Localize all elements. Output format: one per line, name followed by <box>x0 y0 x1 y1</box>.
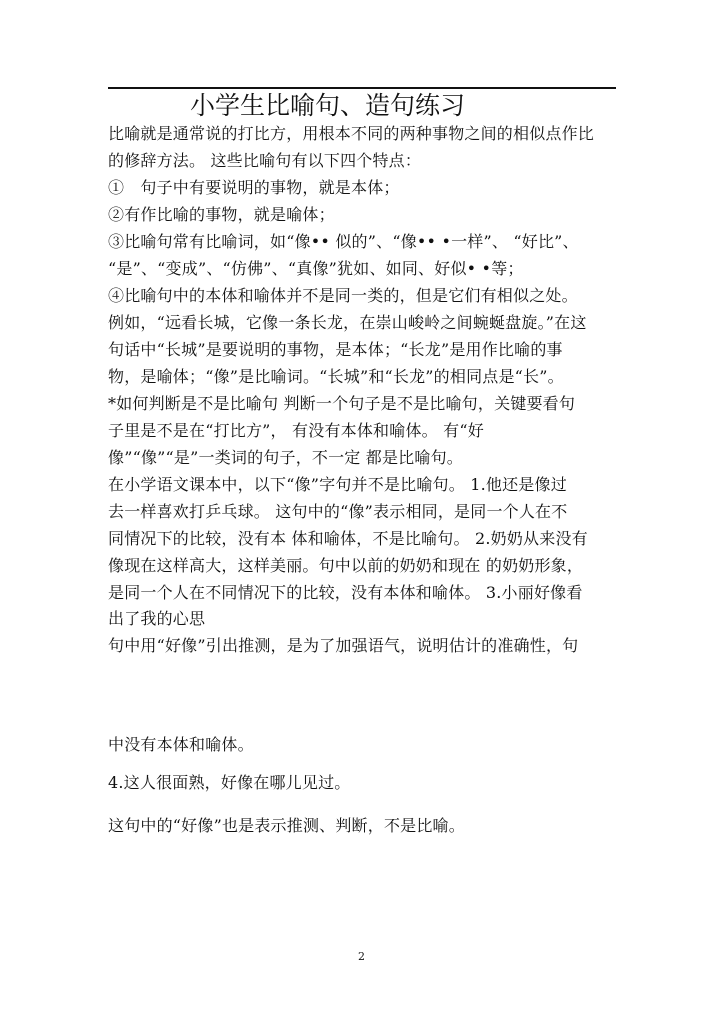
text-line: *如何判断是不是比喻句 判断一个句子是不是比喻句，关键要看句 <box>108 394 576 413</box>
text-line: 句话中“长城”是要说明的事物，是本体；“长龙”是用作比喻的事 <box>108 340 563 359</box>
text-line: 的修辞方法。 这些比喻句有以下四个特点： <box>108 151 422 170</box>
text-line: 去一样喜欢打乒乓球。 这句中的“像”表示相同，是同一个人在不 <box>108 502 568 521</box>
text-line: 子里是不是在“打比方”， 有没有本体和喻体。 有“好 <box>108 421 484 440</box>
text-line: 中没有本体和喻体。 <box>108 735 254 754</box>
text-line: 句中用“好像”引出推测，是为了加强语气，说明估计的准确性，句 <box>108 636 579 655</box>
text-line: ④比喻句中的本体和喻体并不是同一类的，但是它们有相似之处。 <box>108 286 578 305</box>
text-line: ③比喻句常有比喻词，如“像•• 似的”、“像•• •一样”、 “好比”、 <box>108 232 579 251</box>
text-line: 出了我的心思 <box>108 609 206 628</box>
text-line: 这句中的“好像”也是表示推测、判断，不是比喻。 <box>108 816 465 835</box>
text-line: 比喻就是通常说的打比方，用根本不同的两种事物之间的相似点作比 <box>108 124 595 143</box>
text-line: 同情况下的比较，没有本 体和喻体，不是比喻句。 2.奶奶从来没有 <box>108 529 588 548</box>
text-line: 在小学语文课本中，以下“像”字句并不是比喻句。 1.他还是像过 <box>108 475 567 494</box>
text-line: 例如，“远看长城，它像一条长龙，在崇山峻岭之间蜿蜒盘旋。”在这 <box>108 313 587 332</box>
page-title: 小学生比喻句、造句练习 <box>190 91 466 120</box>
header-rule <box>108 87 616 89</box>
text-line: 4.这人很面熟，好像在哪儿见过。 <box>108 773 351 792</box>
text-line: 物，是喻体；“像”是比喻词。“长城”和“长龙”的相同点是“长”。 <box>108 367 564 386</box>
page-number: 2 <box>358 950 365 963</box>
text-line: “是”、“变成”、“仿佛”、“真像”犹如、如同、好似• •等； <box>108 259 524 278</box>
text-line: 是同一个人在不同情况下的比较，没有本体和喻体。 3.小丽好像看 <box>108 583 583 602</box>
text-line: 像”“像”“是”一类词的句子，不一定 都是比喻句。 <box>108 448 463 467</box>
text-line: 像现在这样高大，这样美丽。句中以前的奶奶和现在 的奶奶形象， <box>108 556 584 575</box>
text-line: ① 句子中有要说明的事物，就是本体； <box>108 178 400 197</box>
text-line: ②有作比喻的事物，就是喻体； <box>108 205 335 224</box>
